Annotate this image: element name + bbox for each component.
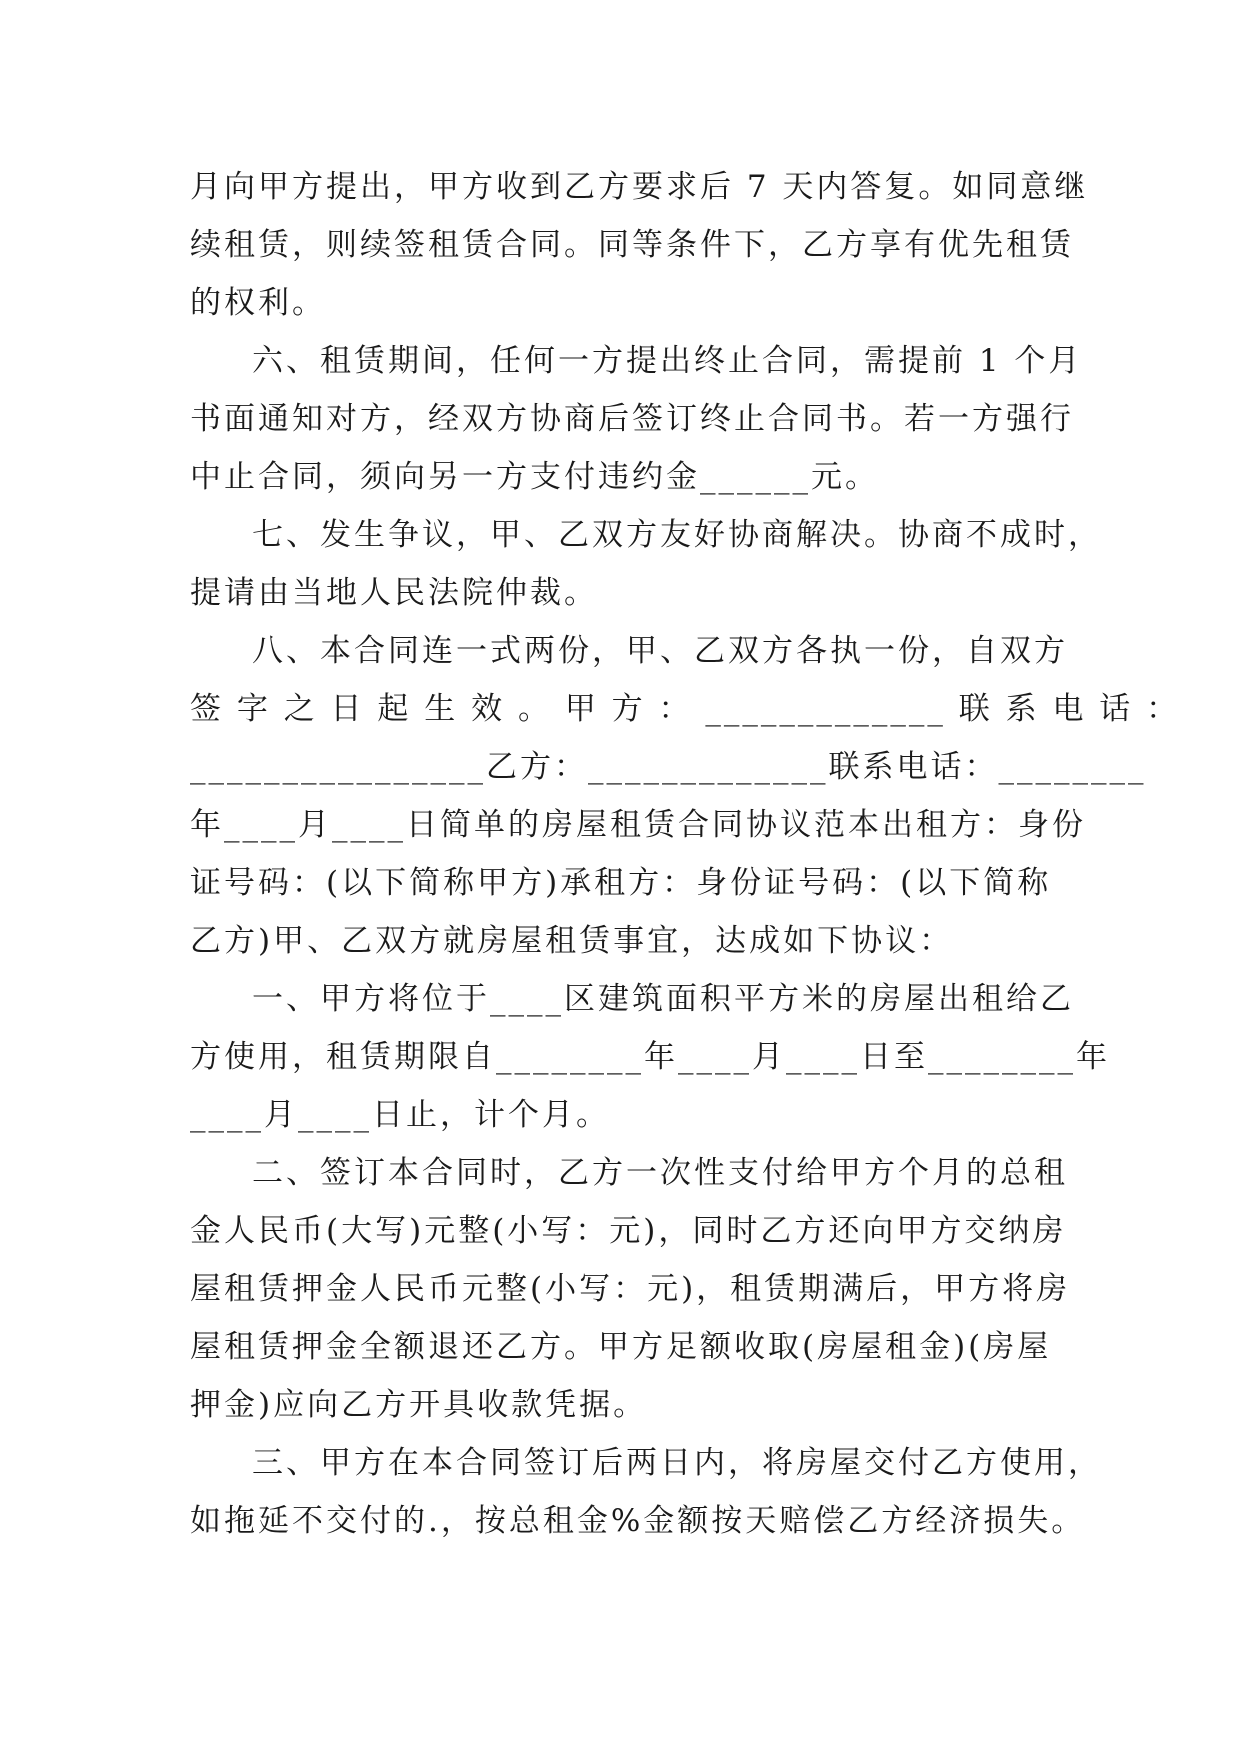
text-line: 屋租赁押金人民币元整(小写：元)，租赁期满后，甲方将房 bbox=[190, 1271, 1071, 1307]
clause-one-start: 一、甲方将位于____区建筑面积平方米的房屋出租给乙 bbox=[252, 981, 1074, 1017]
text-line: 金人民币(大写)元整(小写：元)，同时乙方还向甲方交纳房 bbox=[190, 1213, 1067, 1249]
text-line: 乙方)甲、乙双方就房屋租赁事宜，达成如下协议： bbox=[190, 923, 954, 959]
text-line: 证号码：(以下简称甲方)承租方：身份证号码：(以下简称 bbox=[190, 865, 1052, 901]
text-line: 方使用，租赁期限自________年____月____日至________年 bbox=[190, 1039, 1110, 1075]
text-line: 的权利。 bbox=[190, 285, 326, 321]
text-line: 续租赁，则续签租赁合同。同等条件下，乙方享有优先租赁 bbox=[190, 227, 1074, 263]
clause-three-start: 三、甲方在本合同签订后两日内，将房屋交付乙方使用， bbox=[252, 1445, 1102, 1481]
text-line: 押金)应向乙方开具收款凭据。 bbox=[190, 1387, 648, 1423]
text-line: 中止合同，须向另一方支付违约金______元。 bbox=[190, 459, 879, 495]
text-line: 年____月____日简单的房屋租赁合同协议范本出租方：身份 bbox=[190, 807, 1086, 843]
text-line: 提请由当地人民法院仲裁。 bbox=[190, 575, 598, 611]
text-line: 月向甲方提出，甲方收到乙方要求后 7 天内答复。如同意继 bbox=[190, 169, 1089, 205]
text-line: 屋租赁押金全额退还乙方。甲方足额收取(房屋租金)(房屋 bbox=[190, 1329, 1052, 1365]
clause-six-start: 六、租赁期间，任何一方提出终止合同，需提前 1 个月 bbox=[252, 343, 1083, 379]
text-line: 如拖延不交付的.，按总租金%金额按天赔偿乙方经济损失。 bbox=[190, 1503, 1086, 1539]
signature-line-party-a: 签 字 之 日 起 生 效 。 甲 方 ： _____________ 联 系 电 话 ： bbox=[190, 691, 1181, 727]
document-body bbox=[190, 158, 1181, 1550]
clause-eight-start: 八、本合同连一式两份，甲、乙双方各执一份，自双方 bbox=[252, 633, 1068, 669]
clause-two-start: 二、签订本合同时，乙方一次性支付给甲方个月的总租 bbox=[252, 1155, 1068, 1191]
text-line: ____月____日止，计个月。 bbox=[190, 1097, 610, 1133]
text-line: 书面通知对方，经双方协商后签订终止合同书。若一方强行 bbox=[190, 401, 1074, 437]
signature-line-party-b: ________________乙方：_____________联系电话：________ bbox=[190, 749, 1147, 785]
clause-seven-start: 七、发生争议，甲、乙双方友好协商解决。协商不成时， bbox=[252, 517, 1102, 553]
